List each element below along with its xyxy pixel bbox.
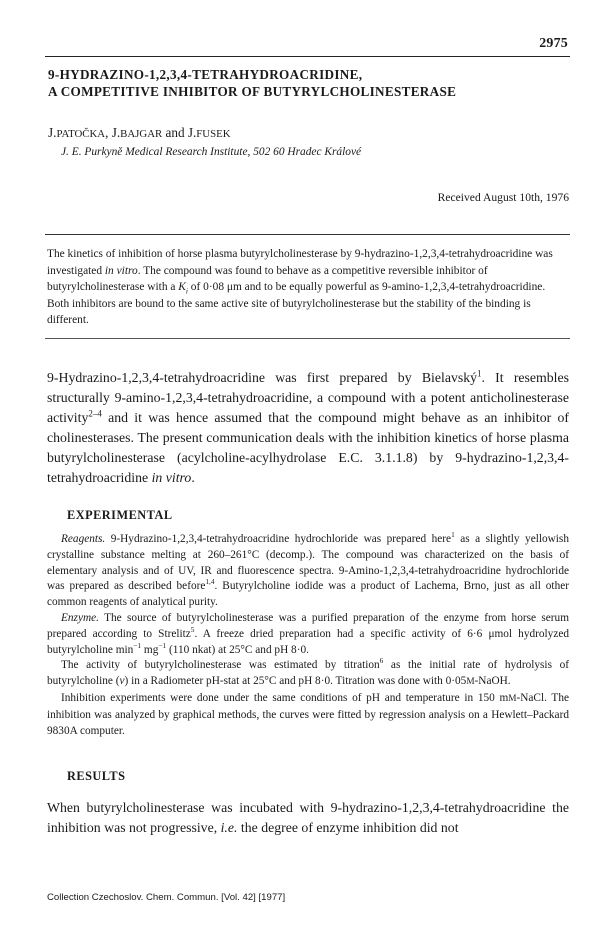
reference-marker: 1 bbox=[477, 368, 482, 379]
author-3: FUSEK bbox=[196, 128, 231, 140]
title-line-2: A COMPETITIVE INHIBITOR OF BUTYRYLCHOLINESTERASE bbox=[48, 84, 457, 99]
page-number: 2975 bbox=[539, 36, 568, 51]
inhibition-paragraph: Inhibition experiments were done under the same conditions of pH and temperature in 150 mM-NaCl. The inhibition was analyzed by graphical methods, the curves were fitted by regression analysis on a Hewlett–Packard 9830A computer. bbox=[47, 691, 569, 737]
abstract: The kinetics of inhibition of horse plasma butyrylcholinesterase by 9-hydrazino-1,2,3,4-tetrahydroacridine was investigated in vitro. The compound was found to behave as a competitive reversible inhibitor of butyrylcholinesterase with a $K_i$ of 0·08 μm and to be equally powerful as 9-amino-1,2,3,4-tetrahydroacridine. Both inhibitors are bound to the same active site of butyrylcholinesterase but the stability of the binding is different. bbox=[47, 248, 553, 327]
title-line-1: 9-HYDRAZINO-1,2,3,4-TETRAHYDROACRIDINE, bbox=[48, 67, 363, 82]
author-2: BAJGAR bbox=[120, 128, 163, 140]
activity-paragraph: The activity of butyrylcholinesterase was estimated by titration$^6$ as the initial rate of hydrolysis of butyrylcholine (v) in a Radiometer pH-stat at 25°C and pH 8·0. Titration was done with 0·05M-NaOH. bbox=[47, 656, 569, 688]
author-list: J.PATOČKA, J.BAJGAR and J.FUSEK bbox=[48, 125, 231, 140]
article-title bbox=[48, 66, 568, 100]
header-rule bbox=[45, 56, 570, 57]
results-paragraph: When butyrylcholinesterase was incubated with 9-hydrazino-1,2,3,4-tetrahydroacridine the inhibition was not progressive, i.e. the degree of enzyme inhibition did not bbox=[47, 800, 569, 835]
section-heading-experimental: EXPERIMENTAL bbox=[67, 508, 173, 522]
introduction-paragraph: 9-Hydrazino-1,2,3,4-tetrahydroacridine was first prepared by Bielavský$^1$. It resembles structurally 9-amino-1,2,3,4-tetrahydroacridine, a compound with a potent anticholinesterase activity$^{2-4}$ and it was hence assumed that the compound might behave as an inhibitor of cholinesterases. The present communication deals with the inhibition kinetics of horse plasma butyrylcholinesterase (acylcholine-acylhydrolase E.C. 3.1.1.8) by 9-hydrazino-1,2,3,4-tetrahydroacridine in vitro. bbox=[47, 368, 569, 485]
journal-footer: Collection Czechoslov. Chem. Commun. [Vol. 42] [1977] bbox=[47, 892, 286, 903]
affiliation: J. E. Purkyně Medical Research Institute, 502 60 Hradec Králové bbox=[61, 146, 362, 158]
section-heading-results: RESULTS bbox=[67, 769, 126, 783]
abstract-top-rule bbox=[45, 234, 570, 235]
reference-marker: 2–4 bbox=[88, 408, 102, 419]
received-date: Received August 10th, 1976 bbox=[437, 191, 569, 204]
enzyme-paragraph: Enzyme. The source of butyrylcholinesterase was a purified preparation of the enzyme from horse serum prepared according to Strelitz$^5$. A freeze dried preparation had a specific activity of 6·6 μmol hydrolyzed butyrylcholine $\min^{-1} mg^{-1}$ (110 nkat) at 25°C and pH 8·0. bbox=[47, 611, 569, 656]
reagents-paragraph: Reagents. 9-Hydrazino-1,2,3,4-tetrahydroacridine hydrochloride was prepared here$^1$ as a slightly yellowish crystalline substance melting at 260–261°C (decomp.). The compound was characterized on the basis of elementary analysis and of UV, IR and fluorescence spectra. 9-Amino-1,2,3,4-tetrahydroacridine hydrochloride was prepared as described before$^{1,4}$. Butyrylcholine iodide was a product of Lachema, Brno, just as all other common reagents of analytical purity. bbox=[47, 530, 569, 609]
abstract-bottom-rule bbox=[45, 338, 570, 339]
experimental-body bbox=[47, 532, 569, 739]
author-1: PATOČKA bbox=[56, 128, 106, 140]
